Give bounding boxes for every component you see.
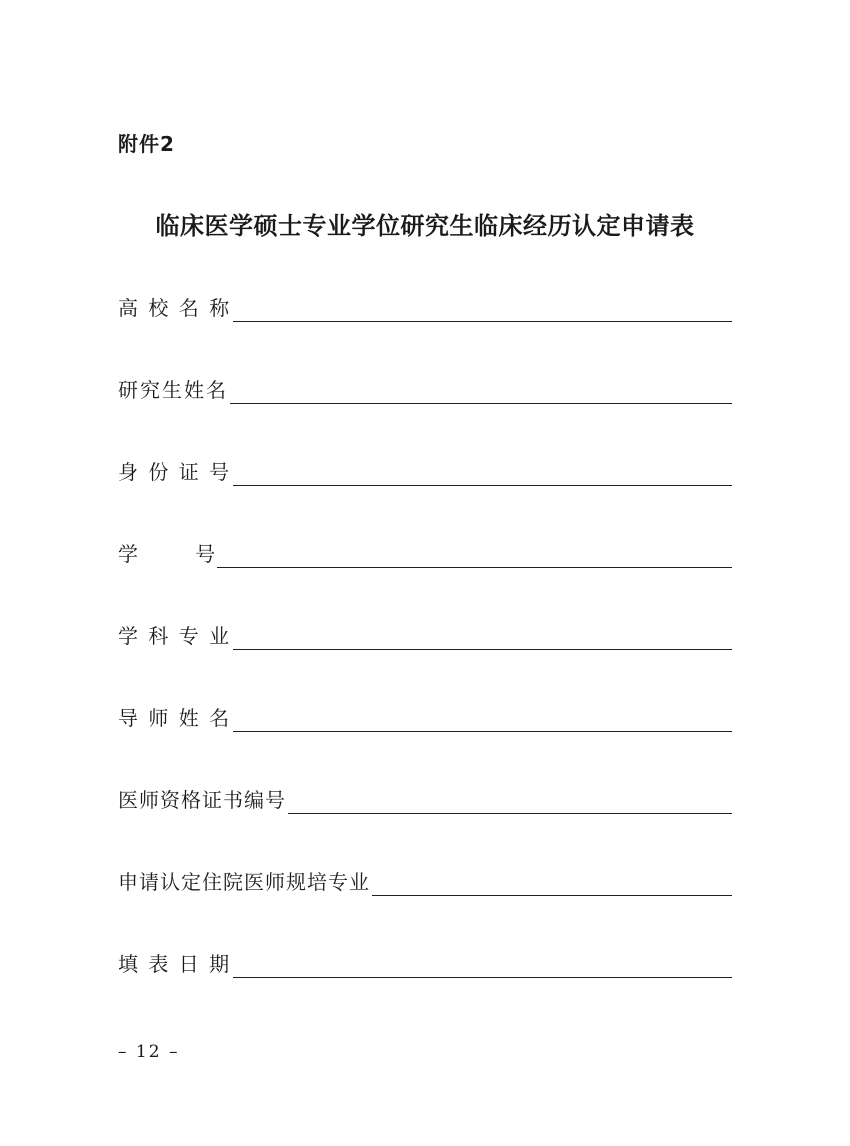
field-label-discipline: 学 科 专 业 bbox=[118, 624, 232, 648]
form-field-student-name bbox=[118, 372, 732, 404]
attachment-label: 附件2 bbox=[118, 132, 175, 156]
field-line-fill-date[interactable] bbox=[233, 953, 732, 978]
field-line-university[interactable] bbox=[233, 297, 732, 322]
field-line-id-number[interactable] bbox=[233, 461, 732, 486]
field-label-student-number: 学 号 bbox=[118, 542, 216, 566]
field-line-physician-certificate[interactable] bbox=[288, 789, 732, 814]
form-field-discipline bbox=[118, 618, 732, 650]
field-label-id-number: 身 份 证 号 bbox=[118, 460, 232, 484]
field-label-physician-certificate: 医师资格证书编号 bbox=[118, 788, 286, 812]
field-line-student-name[interactable] bbox=[230, 379, 732, 404]
field-label-supervisor-name: 导 师 姓 名 bbox=[118, 706, 232, 730]
field-label-fill-date: 填 表 日 期 bbox=[118, 952, 232, 976]
page-title: 临床医学硕士专业学位研究生临床经历认定申请表 bbox=[155, 211, 695, 240]
form-field-residency-specialty bbox=[118, 864, 732, 896]
field-label-university: 高 校 名 称 bbox=[118, 296, 232, 320]
field-line-residency-specialty[interactable] bbox=[372, 871, 732, 896]
field-line-student-number[interactable] bbox=[217, 543, 732, 568]
form-field-fill-date bbox=[118, 946, 732, 978]
field-label-student-name: 研究生姓名 bbox=[118, 378, 228, 402]
form-field-supervisor-name bbox=[118, 700, 732, 732]
field-line-discipline[interactable] bbox=[233, 625, 732, 650]
form-field-student-number bbox=[118, 536, 732, 568]
field-label-residency-specialty: 申请认定住院医师规培专业 bbox=[118, 870, 370, 894]
page-number: – 12 – bbox=[118, 1042, 180, 1062]
form-field-id-number bbox=[118, 454, 732, 486]
form-field-physician-certificate bbox=[118, 782, 732, 814]
field-line-supervisor-name[interactable] bbox=[233, 707, 732, 732]
form-field-university bbox=[118, 290, 732, 322]
